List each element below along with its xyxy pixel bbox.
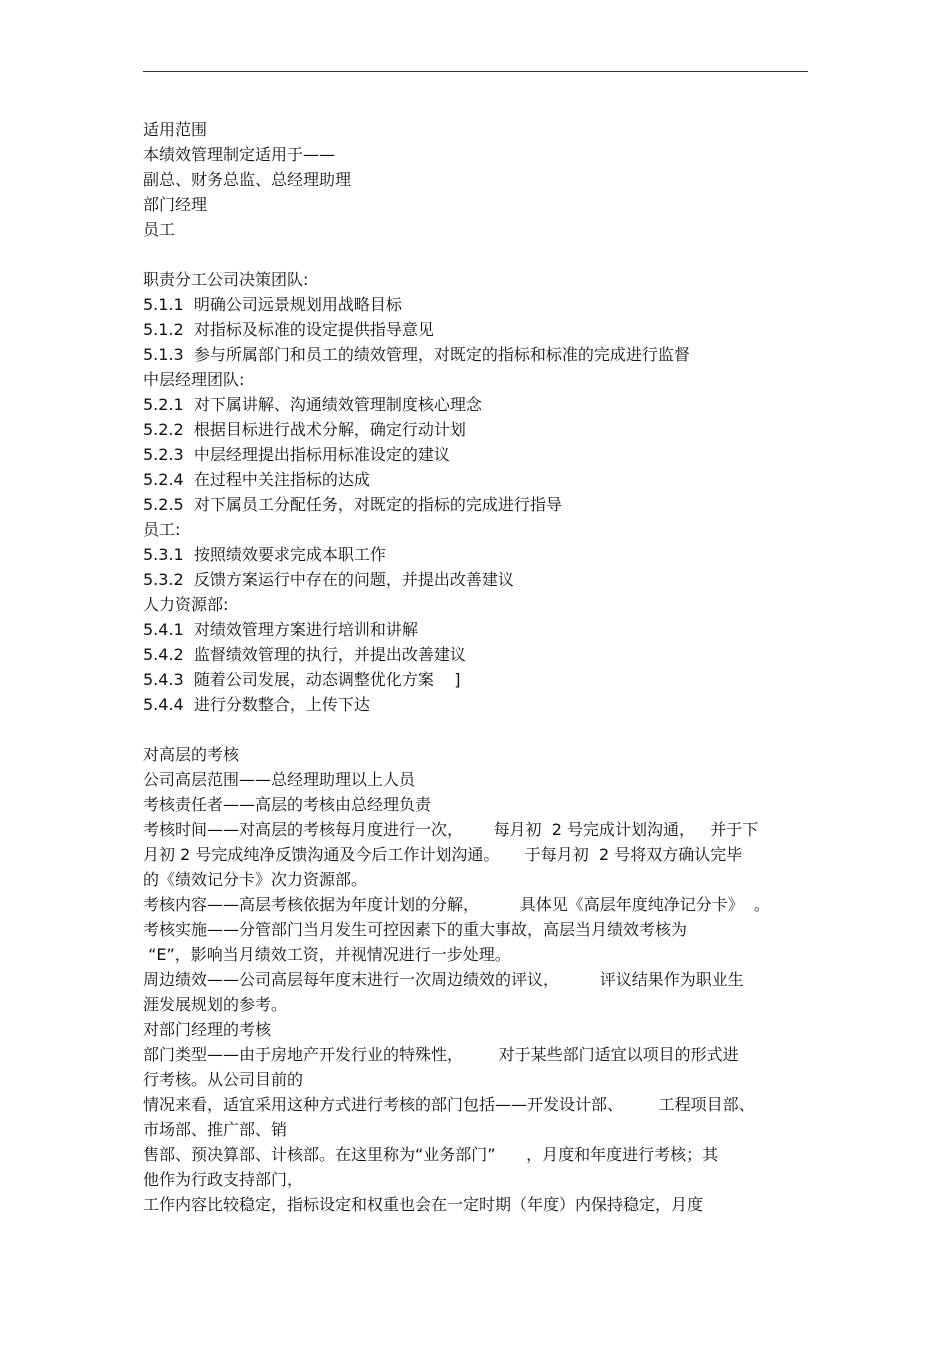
list-item: 5.2.2 根据目标进行战术分解，确定行动计划 [143, 420, 466, 439]
section-heading: 适用范围 [143, 120, 208, 139]
text-line: 副总、财务总监、总经理助理 [143, 170, 352, 189]
document-body [143, 117, 811, 1217]
spacer [143, 717, 811, 742]
text-line: 本绩效管理制定适用于—— [143, 145, 336, 164]
list-item: 5.4.1 对绩效管理方案进行培训和讲解 [143, 620, 418, 639]
text-line: 员工 [143, 220, 176, 239]
section-heading: 职责分工公司决策团队: [143, 270, 309, 289]
list-item: 5.2.1 对下属讲解、沟通绩效管理制度核心理念 [143, 395, 482, 414]
section-heading: 对部门经理的考核 [143, 1020, 272, 1039]
list-item: 5.1.1 明确公司远景规划用战略目标 [143, 295, 402, 314]
list-item: 5.2.3 中层经理提出指标用标准设定的建议 [143, 445, 450, 464]
list-item: 5.2.4 在过程中关注指标的达成 [143, 470, 370, 489]
list-item: 5.3.1 按照绩效要求完成本职工作 [143, 545, 386, 564]
list-item: 5.4.4 进行分数整合，上传下达 [143, 695, 370, 714]
text-line: 考核实施——分管部门当月发生可控因素下的重大事故，高层当月绩效考核为 [143, 920, 688, 939]
spacer [143, 242, 811, 267]
text-line: 考核内容——高层考核依据为年度计划的分解， 具体见《高层年度纯净记分卡》 。 [143, 895, 770, 914]
text-line: 工作内容比较稳定，指标设定和权重也会在一定时期（年度）内保持稳定，月度 [143, 1195, 704, 1214]
list-item: 5.1.2 对指标及标准的设定提供指导意见 [143, 320, 434, 339]
list-item: 5.1.3 参与所属部门和员工的绩效管理，对既定的指标和标准的完成进行监督 [143, 345, 690, 364]
subheading: 中层经理团队: [143, 370, 245, 389]
text-line: 售部、预决算部、计核部。在这里称为“业务部门” ，月度和年度进行考核；其 [143, 1145, 719, 1164]
text-line: 情况来看，适宜采用这种方式进行考核的部门包括——开发设计部、 工程项目部、 [143, 1095, 755, 1114]
subheading: 员工: [143, 520, 181, 539]
text-line: 考核时间——对高层的考核每月度进行一次， 每月初 2 号完成计划沟通， 并于下 [143, 820, 759, 839]
text-line: 月初 2 号完成纯净反馈沟通及今后工作计划沟通。 于每月初 2 号将双方确认完毕 [143, 845, 743, 864]
text-line: 的《绩效记分卡》次力资源部。 [143, 870, 368, 889]
list-item: 5.2.5 对下属员工分配任务，对既定的指标的完成进行指导 [143, 495, 562, 514]
text-line: 周边绩效——公司高层每年度末进行一次周边绩效的评议， 评议结果作为职业生 [143, 970, 744, 989]
section-heading: 对高层的考核 [143, 745, 240, 764]
text-line: 部门类型——由于房地产开发行业的特殊性， 对于某些部门适宜以项目的形式进 [143, 1045, 739, 1064]
text-line: 他作为行政支持部门， [143, 1170, 304, 1189]
text-line: 部门经理 [143, 195, 208, 214]
text-line: 涯发展规划的参考。 [143, 995, 288, 1014]
text-line: 行考核。从公司目前的 [143, 1070, 304, 1089]
subheading: 人力资源部: [143, 595, 229, 614]
list-item: 5.3.2 反馈方案运行中存在的问题，并提出改善建议 [143, 570, 514, 589]
list-item: 5.4.3 随着公司发展，动态调整优化方案 ] [143, 670, 461, 689]
text-line: 考核责任者——高层的考核由总经理负责 [143, 795, 432, 814]
text-line: 公司高层范围——总经理助理以上人员 [143, 770, 416, 789]
header-rule [143, 71, 808, 72]
text-line: “E”，影响当月绩效工资，并视情况进行一步处理。 [143, 945, 511, 964]
list-item: 5.4.2 监督绩效管理的执行，并提出改善建议 [143, 645, 466, 664]
text-line: 市场部、推广部、销 [143, 1120, 288, 1139]
